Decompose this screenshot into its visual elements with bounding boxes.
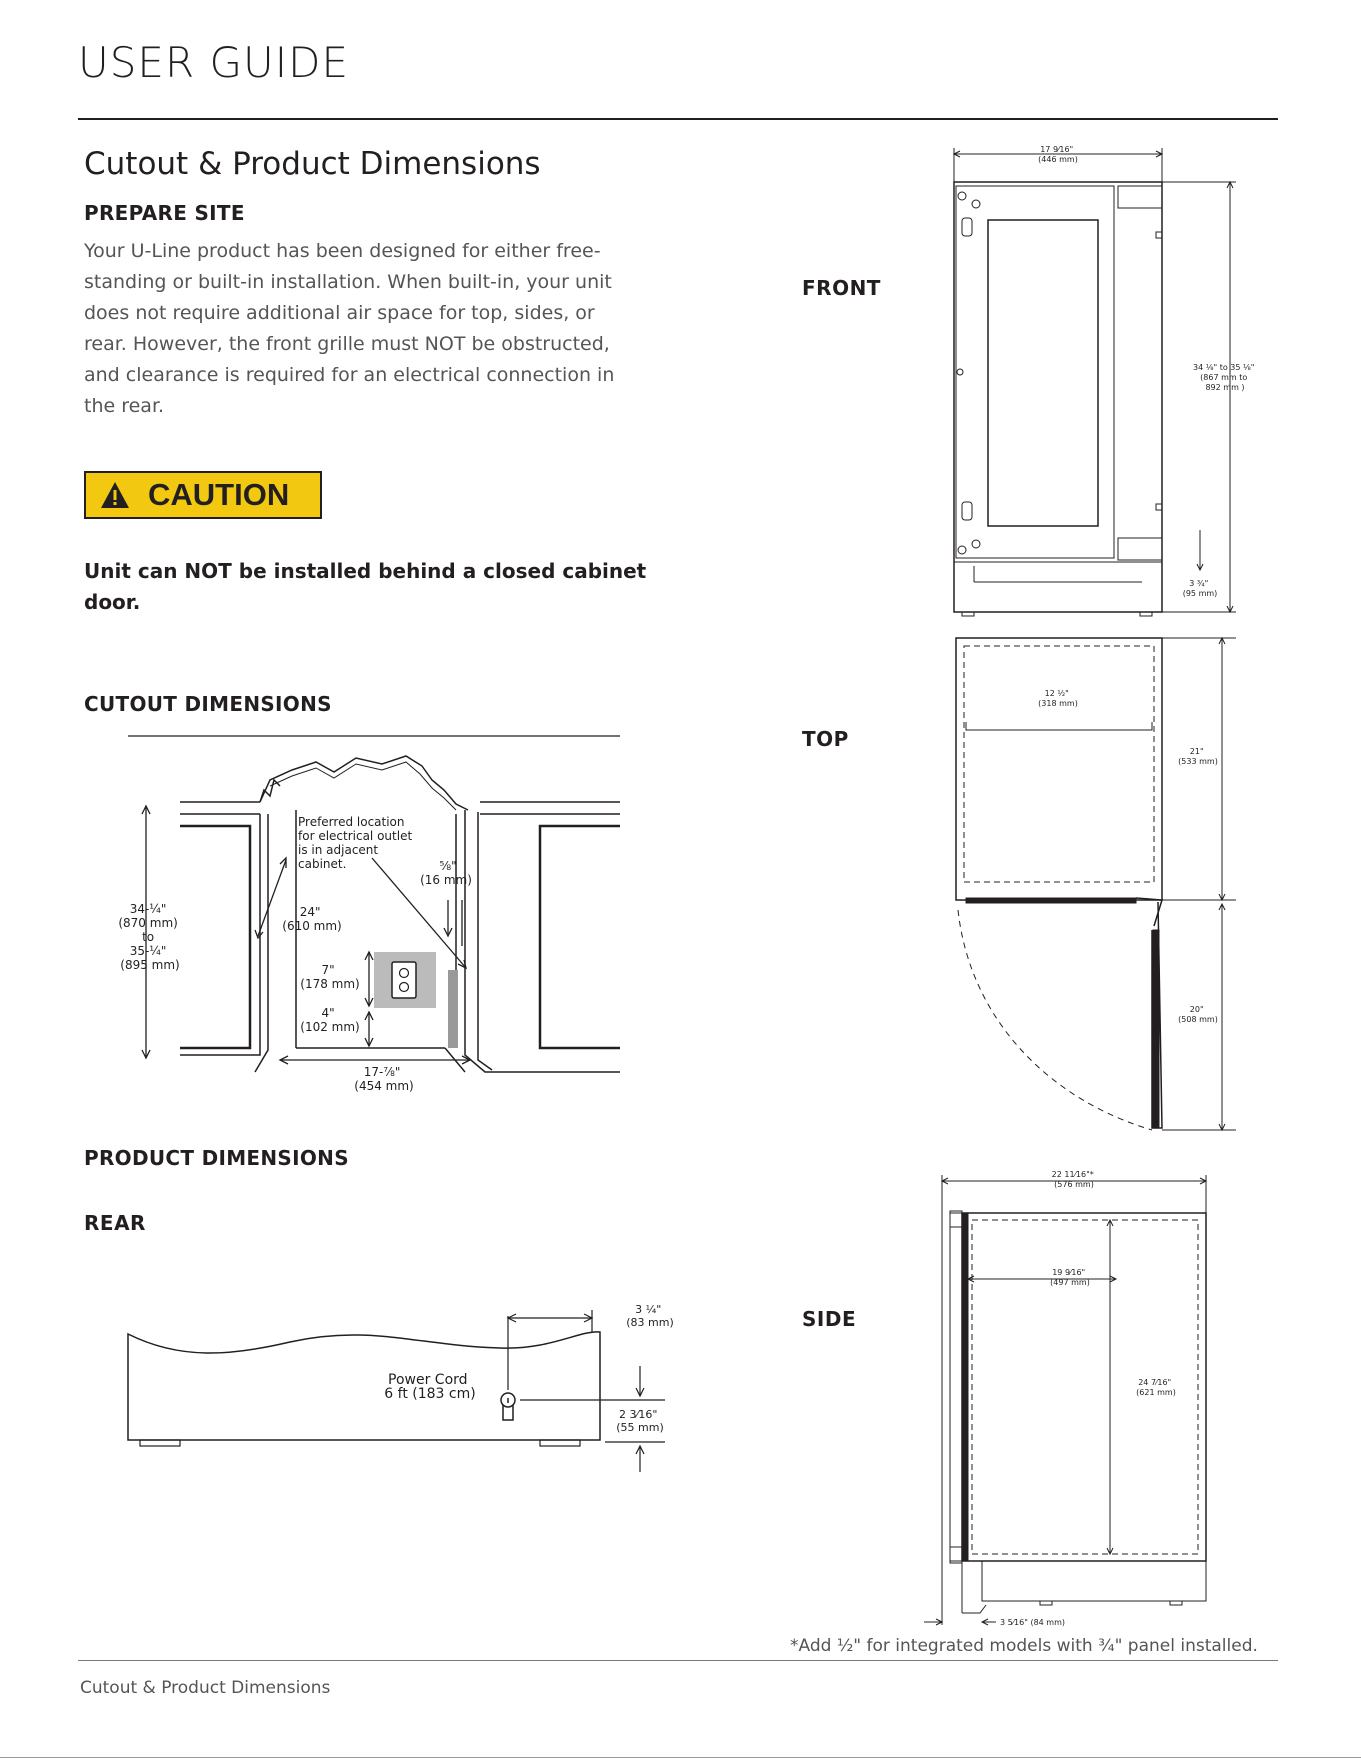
side-unit-outline [924, 1175, 1206, 1625]
rear-height-label: 2 3⁄16" (55 mm) [616, 1408, 664, 1434]
rear-unit-outline [128, 1332, 600, 1440]
page-bottom-line [0, 1757, 1361, 1758]
side-overall-label: 22 11⁄16"* (576 mm) [1051, 1170, 1094, 1189]
prepare-site-body: Your U-Line product has been designed for either free-standing or built-in installation. When built-in, your unit does not require additional air space for top, sides, or rear. However, the front grille must NOT be obstructed, and clearance is required for an electrical connection in the rear. [84, 240, 615, 417]
caution-label: CAUTION [148, 477, 290, 512]
page-header-title: USER GUIDE [78, 38, 350, 87]
gap-label: ⅝" (16 mm) [420, 859, 472, 887]
side-diagram [920, 1165, 1220, 1635]
cutout-diagram [120, 730, 630, 1120]
front-base-label: 3 ¾" (95 mm) [1182, 579, 1218, 598]
footnote: *Add ½" for integrated models with ¾" panel installed. [790, 1636, 1258, 1656]
front-width-label: 17 9⁄16" (446 mm) [1038, 145, 1078, 164]
side-cabinet-depth-label: 19 9⁄16" (497 mm) [1050, 1268, 1090, 1287]
side-height-label: 24 7⁄16" (621 mm) [1136, 1378, 1176, 1397]
warning-triangle-icon [100, 481, 130, 509]
top-unit-outline [956, 638, 1236, 1130]
side-toe-label: 3 5⁄16" (84 mm) [1000, 1618, 1066, 1627]
front-view-label: FRONT [802, 276, 881, 300]
installation-warning: Unit can NOT be installed behind a closed cabinet door. [84, 559, 647, 614]
cutout-note: Preferred location for electrical outlet is in adjacent cabinet. [298, 815, 413, 871]
product-dimensions-heading: PRODUCT DIMENSIONS [84, 1146, 349, 1170]
caution-badge [84, 471, 322, 519]
outlet-bottom-label: 4" (102 mm) [300, 1006, 360, 1034]
footer-text: Cutout & Product Dimensions [80, 1678, 331, 1698]
broken-wall-top [260, 756, 468, 810]
top-diagram [940, 630, 1240, 1155]
top-view-label: TOP [802, 727, 849, 751]
side-view-label: SIDE [802, 1307, 857, 1331]
cutout-dimensions-heading: CUTOUT DIMENSIONS [84, 692, 332, 716]
front-unit-outline [954, 182, 1162, 616]
front-diagram [940, 140, 1255, 620]
power-cord-label: Power Cord 6 ft (183 cm) [384, 1372, 476, 1402]
cutout-height-label: 34-¼" (870 mm) to 35-¼" (895 mm) [118, 902, 180, 972]
front-height-label: 34 ⅛" to 35 ⅛" (867 mm to 892 mm ) [1193, 363, 1255, 392]
footer-divider [78, 1660, 1278, 1661]
rear-diagram [120, 1290, 680, 1490]
rear-offset-label: 3 ¼" (83 mm) [626, 1303, 674, 1329]
top-door-swing-label: 20" (508 mm) [1178, 1005, 1218, 1024]
rear-view-label: REAR [84, 1211, 146, 1235]
top-depth-label: 21" (533 mm) [1178, 747, 1218, 766]
header-divider [78, 118, 1278, 120]
right-cabinet [465, 802, 620, 1072]
top-inner-width-label: 12 ½" (318 mm) [1038, 689, 1078, 708]
outlet-icon [392, 962, 416, 998]
cutout-depth-label: 24" (610 mm) [282, 905, 342, 933]
prepare-site-heading: PREPARE SITE [84, 201, 245, 225]
outlet-height-label: 7" (178 mm) [300, 963, 360, 991]
cutout-width-label: 17-⅞" (454 mm) [354, 1065, 414, 1093]
section-title: Cutout & Product Dimensions [84, 146, 541, 182]
